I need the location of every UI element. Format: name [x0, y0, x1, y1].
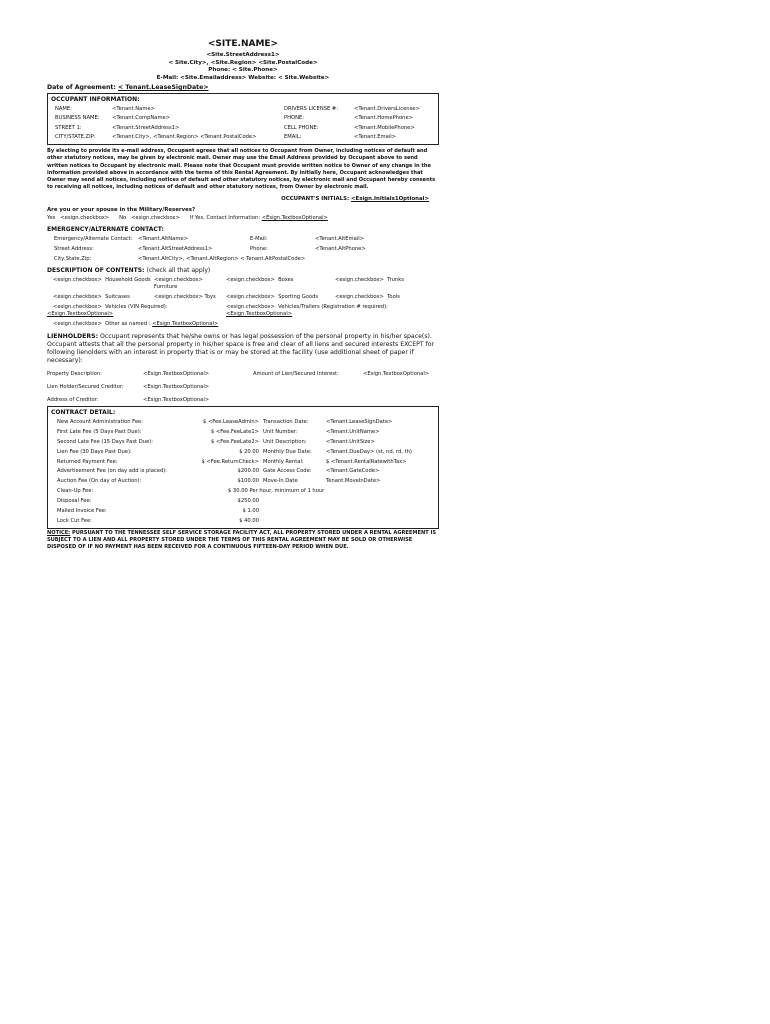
- fee-label: Mailed Invoice Fee:: [57, 507, 107, 514]
- fee-value: $200.00: [237, 468, 259, 475]
- occupant-initials: [47, 196, 439, 203]
- site-name: <SITE.NAME>: [207, 39, 279, 49]
- contents-subtitle: (check all that apply): [146, 266, 211, 274]
- lienholders-title: LIENHOLDERS:: [47, 333, 99, 341]
- occupant-title: OCCUPANT INFORMATION:: [51, 95, 140, 103]
- detail-value: <Tenant.UnitSize>: [326, 439, 375, 446]
- agreement-value: < Tenant.LeaseSignDate>: [118, 84, 209, 92]
- emergency-label: E-Mail:: [250, 235, 268, 242]
- detail-label: Monthly Due Date:: [263, 448, 312, 455]
- fee-value: $ <Fee.LeaseAdmin>: [203, 419, 259, 426]
- contents-grid: [47, 277, 439, 301]
- fee-label: Advertisement Fee (on day add is placed):: [57, 468, 168, 475]
- trailers-checkbox[interactable]: <esign.checkbox> Vehicles/Trailers (Registration # required):: [226, 303, 388, 310]
- occupant-value: <Tenant.DriversLicense>: [354, 105, 420, 112]
- fee-label: Lien Fee (30 Days Past Due):: [57, 448, 132, 455]
- fee-value: $250.00: [237, 497, 259, 504]
- date-of-agreement: [47, 84, 439, 92]
- contents-checkbox[interactable]: <esign.checkbox> Suitcases: [53, 293, 130, 300]
- contract-detail-box: [47, 406, 439, 528]
- detail-label: Unit Description:: [263, 439, 307, 446]
- site-city-line: < Site.City>, <Site.Region> <Site.PostalCode>: [168, 59, 318, 66]
- fee-value: $ <Fee.FeeLate2>: [210, 439, 259, 446]
- contents-title: [47, 267, 439, 275]
- emergency-value: <Tenant.AltStreetAddress1>: [138, 245, 213, 252]
- contract-title: CONTRACT DETAIL:: [51, 409, 116, 417]
- contents-checkbox[interactable]: <esign.checkbox> Toys: [154, 293, 216, 300]
- detail-value: <Tenant.GateCode>: [326, 468, 380, 475]
- emergency-label: Phone:: [250, 245, 268, 252]
- fee-label: First Late Fee (5 Days Past Due):: [57, 429, 142, 436]
- detail-value: <Tenant.DueDay> (st, nd, rd, th): [326, 448, 412, 455]
- vehicles-field[interactable]: <Esign.TextboxOptional>: [47, 311, 114, 317]
- contents-checkbox[interactable]: <esign.checkbox> Boxes: [226, 276, 294, 283]
- detail-value: $ <Tenant.RentalRatewithTax>: [326, 458, 407, 465]
- occupant-information-box: [47, 93, 439, 146]
- final-notice-label: NOTICE:: [47, 529, 71, 536]
- site-street: <Site.StreetAddress1>: [206, 52, 280, 59]
- other-row: [47, 321, 439, 328]
- other-checkbox[interactable]: <esign.checkbox> Other as named :: [53, 321, 151, 328]
- fee-value: $ 20.00: [239, 448, 259, 455]
- occupant-label: DRIVERS LICENSE #:: [284, 105, 339, 112]
- occupant-value: <Tenant.HomePhone>: [354, 115, 413, 122]
- lienholders-grid: [47, 371, 439, 404]
- lienholders-paragraph: [47, 333, 439, 365]
- vehicles-checkbox[interactable]: <esign.checkbox> Vehicles (VIN Required):: [53, 303, 168, 310]
- detail-label: Transaction Date:: [263, 419, 309, 426]
- occupant-value: <Tenant.Name>: [112, 105, 155, 112]
- emergency-value: <Tenant.AltCity>, <Tenant.AltRegion> < Tenant.AltPostalCode>: [138, 255, 306, 262]
- property-label: Property Description:: [47, 371, 102, 378]
- fee-label: New Account Administration Fee:: [57, 419, 143, 426]
- emergency-label: Street Address:: [54, 245, 94, 252]
- contents-title-text: DESCRIPTION OF CONTENTS:: [47, 266, 145, 274]
- contents-checkbox[interactable]: <esign.checkbox> Furniture: [154, 276, 205, 290]
- occupant-value: <Tenant.City>, <Tenant.Region> <Tenant.PostalCode>: [112, 134, 257, 141]
- initials-label: OCCUPANT'S INITIALS:: [281, 196, 350, 203]
- military-contact-label: If Yes, Contact Information:: [189, 214, 261, 221]
- initials-field[interactable]: <Esign.Initials1Optional>: [351, 196, 429, 203]
- holder-field[interactable]: <Esign.TextboxOptional>: [143, 384, 210, 391]
- address-field[interactable]: <Esign.TextboxOptional>: [143, 397, 210, 404]
- detail-value: <Tenant.LeaseSignDate>: [326, 419, 393, 426]
- fee-value: $100.00: [237, 478, 259, 485]
- final-notice: [47, 530, 439, 551]
- amount-field[interactable]: <Esign.TextboxOptional>: [363, 371, 430, 378]
- property-field[interactable]: <Esign.TextboxOptional>: [143, 371, 210, 378]
- military-yes-checkbox[interactable]: Yes <esign.checkbox>: [47, 214, 110, 221]
- detail-value: <Tenant.UnitName>: [326, 429, 380, 436]
- fee-value: $ 1.00: [242, 507, 259, 514]
- emergency-value: <Tenant.AltName>: [138, 235, 188, 242]
- holder-label: Lien Holder/Secured Creditor:: [47, 384, 124, 391]
- military-section: [47, 207, 439, 221]
- fee-value: $ 30.00 Per hour, minimum of 1 hour: [228, 488, 325, 495]
- vehicles-row: [47, 304, 439, 318]
- site-phone: Phone: < Site.Phone>: [208, 67, 278, 74]
- occupant-value: <Tenant.CompName>: [112, 115, 171, 122]
- other-field[interactable]: <Esign.TextboxOptional>: [152, 321, 219, 328]
- site-email-website: E-Mail: <Site.Emailaddress> Website: < Site.Website>: [156, 74, 330, 81]
- emergency-title: EMERGENCY/ALTERNATE CONTACT:: [47, 225, 164, 233]
- fee-label: Disposal Fee:: [57, 497, 92, 504]
- occupant-label: CITY/STATE,ZIP:: [55, 134, 96, 141]
- emergency-section: [47, 226, 439, 263]
- rental-agreement-page: [47, 38, 439, 551]
- site-header: [47, 38, 439, 82]
- occupant-label: CELL PHONE:: [284, 124, 319, 131]
- detail-label: Move-In Date: [263, 478, 298, 485]
- contents-checkbox[interactable]: <esign.checkbox> Tools: [335, 293, 400, 300]
- detail-label: Monthly Rental:: [263, 458, 304, 465]
- contract-grid: [51, 419, 435, 524]
- occupant-grid: [51, 106, 435, 142]
- trailers-field[interactable]: <Esign.TextboxOptional>: [226, 311, 293, 317]
- detail-value: Tenant.MoveInDate>: [326, 478, 381, 485]
- occupant-value: <Tenant.Email>: [354, 134, 396, 141]
- military-answers: [47, 215, 439, 222]
- fee-label: Lock Cut Fee:: [57, 517, 92, 524]
- occupant-label: BUSINESS NAME:: [55, 115, 100, 122]
- final-notice-text: PURSUANT TO THE TENNESSEE SELF SERVICE STORAGE FACILITY ACT, ALL PROPERTY STORED UNDER A RENTAL AGREEMENT IS SUBJECT TO A LIEN AND ALL PROPERTY STORED UNDER THE TERMS OF THIS RENTAL AGREEMENT MAY BE SOLD OR OTHERWISE DISPOSED OF IF NO PAYMENT HAS BEEN RECEIVED FOR A CONTINUOUS FIFTEEN-DAY PERIOD WHEN DUE.: [47, 529, 438, 550]
- occupant-value: <Tenant.MobilePhone>: [354, 124, 415, 131]
- occupant-label: EMAIL:: [284, 134, 302, 141]
- fee-label: Clean-Up Fee:: [57, 488, 94, 495]
- fee-value: $ <Fee.FeeLate1>: [210, 429, 259, 436]
- fee-label: Auction Fee (On day of Auction):: [57, 478, 142, 485]
- contents-checkbox[interactable]: <esign.checkbox> Sporting Goods: [226, 293, 319, 300]
- detail-label: Unit Number:: [263, 429, 298, 436]
- contents-checkbox[interactable]: <esign.checkbox> Household Goods: [53, 276, 151, 283]
- fee-label: Returned Payment Fee:: [57, 458, 118, 465]
- fee-value: $ 40.00: [239, 517, 259, 524]
- fee-label: Second Late Fee (15 Days Past Due):: [57, 439, 153, 446]
- emergency-label: Emergency/Alternate Contact:: [54, 235, 133, 242]
- email-notice-paragraph: By electing to provide its e-mail address, Occupant agrees that all notices to Occupant from Owner, including notices of default and other statutory notices, may be given by electronic mail. Owner may use the Email Address provided by Occupant above to send written notices to Occupant by electronic mail. Please note that Occupant must provide written notice to Owner of any change in the information provided above in accordance with the terms of this Rental Agreement. By initially here, Occupant acknowledges that Owner may send all notices, including notices of default and other statutory notices, by electronic mail and Occupant hereby consents to receiving all notices, including notices of default and other statutory notices, from Owner by electronic mail.: [47, 148, 437, 190]
- military-contact-field[interactable]: <Esign.TextboxOptional>: [261, 214, 328, 221]
- trailers-cell: [226, 304, 439, 318]
- detail-label: Gate Access Code:: [263, 468, 312, 475]
- address-label: Address of Creditor:: [47, 397, 99, 404]
- occupant-label: PHONE:: [284, 115, 305, 122]
- emergency-value: <Tenant.AltEmail>: [315, 235, 365, 242]
- contents-section: [47, 267, 439, 328]
- occupant-value: <Tenant.StreetAddress1>: [112, 124, 180, 131]
- agreement-label: Date of Agreement:: [47, 84, 116, 92]
- fee-value: $ <Fee.ReturnCheck>: [201, 458, 259, 465]
- emergency-grid: [47, 236, 439, 263]
- vehicles-cell: [47, 303, 226, 318]
- contents-checkbox[interactable]: <esign.checkbox> Trunks: [335, 276, 404, 283]
- occupant-label: STREET 1:: [55, 124, 82, 131]
- military-question: Are you or your spouse in the Military/Reserves?: [47, 207, 196, 214]
- occupant-label: NAME:: [55, 105, 72, 112]
- emergency-label: City,State,Zip:: [54, 255, 92, 262]
- emergency-value: <Tenant.AltPhone>: [315, 245, 366, 252]
- military-no-checkbox[interactable]: No <esign.checkbox>: [119, 214, 180, 221]
- lienholders-text: Occupant represents that he/she owns or has legal possession of the personal property in his/her space(s). Occupant attests that all the personal property in his/her space is free and clear of all liens and secured interests EXCEPT for following lienolders with an interest in property that is or may be stored at the facility (use additional sheet of paper if necessary):: [47, 333, 437, 365]
- amount-label: Amount of Lien/Secured Interest:: [253, 371, 339, 378]
